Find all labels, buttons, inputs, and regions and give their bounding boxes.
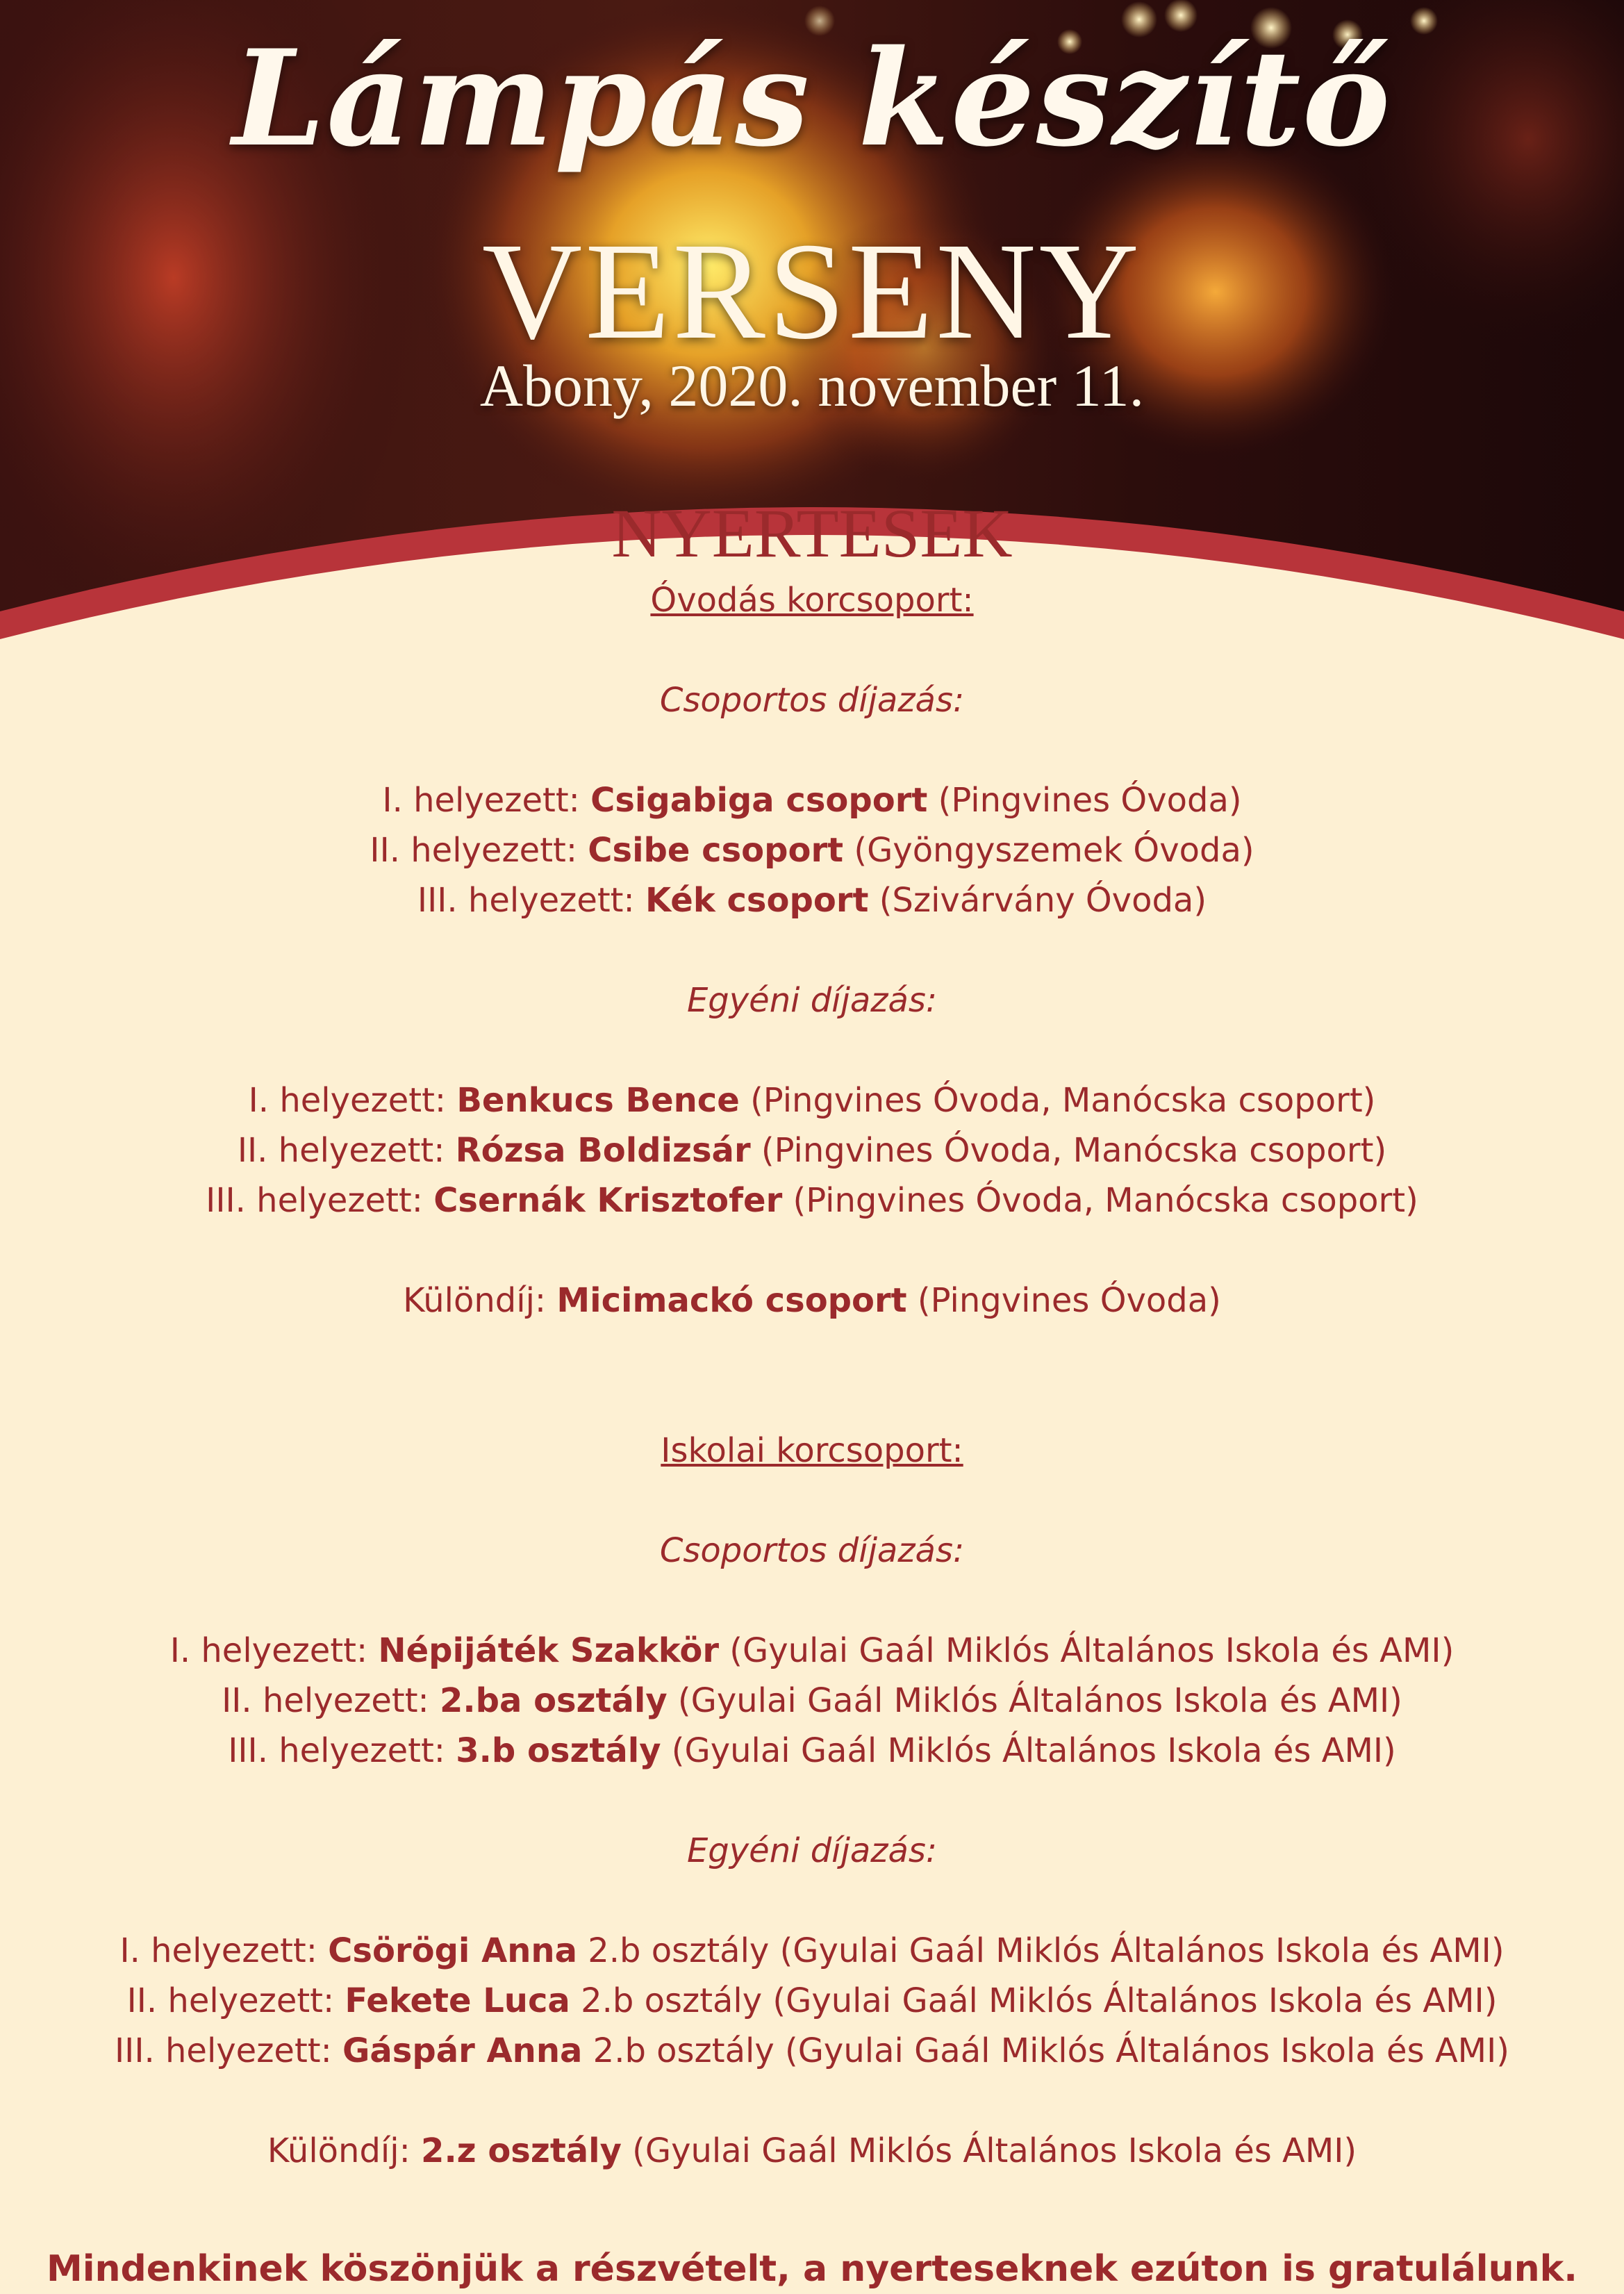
school-individual-awards-title: Egyéni díjazás: [686,1831,938,1870]
title-main: VERSENY [481,215,1143,368]
result-line: III. helyezett: Gáspár Anna 2.b osztály (Gyulai Gaál Miklós Általános Iskola és AMI) [115,2031,1509,2070]
kindergarten-individual-awards-title: Egyéni díjazás: [686,981,938,1020]
result-line: III. helyezett: Kék csoport (Szivárvány Óvoda) [417,881,1207,920]
result-line: II. helyezett: 2.ba osztály (Gyulai Gaál Miklós Általános Iskola és AMI) [222,1681,1402,1720]
winners-heading: NYERTESEK [611,495,1013,572]
results-list [0,575,1624,2294]
special-award-line: Különdíj: Micimackó csoport (Pingvines Óvoda) [403,1281,1221,1320]
result-line: II. helyezett: Csibe csoport (Gyöngyszemek Óvoda) [370,831,1254,870]
result-line: III. helyezett: 3.b osztály (Gyulai Gaál Miklós Általános Iskola és AMI) [228,1731,1396,1770]
result-line: I. helyezett: Csörögi Anna 2.b osztály (Gyulai Gaál Miklós Általános Iskola és AMI) [119,1931,1505,1970]
result-line: I. helyezett: Benkucs Bence (Pingvines Óvoda, Manócska csoport) [248,1081,1376,1120]
subtitle-date-location: Abony, 2020. november 11. [479,352,1145,419]
school-group-awards-title: Csoportos díjazás: [659,1531,965,1570]
result-line: I. helyezett: Népijáték Szakkör (Gyulai Gaál Miklós Általános Iskola és AMI) [169,1631,1455,1670]
kindergarten-section-title: Óvodás korcsoport: [650,581,974,620]
result-line: III. helyezett: Csernák Krisztofer (Pingvines Óvoda, Manócska csoport) [206,1181,1418,1220]
result-line: II. helyezett: Rózsa Boldizsár (Pingvines Óvoda, Manócska csoport) [237,1131,1387,1170]
result-line: II. helyezett: Fekete Luca 2.b osztály (Gyulai Gaál Miklós Általános Iskola és AMI) [126,1981,1498,2020]
kindergarten-group-awards-title: Csoportos díjazás: [659,681,965,720]
special-award-line: Különdíj: 2.z osztály (Gyulai Gaál Miklós Általános Iskola és AMI) [267,2131,1357,2170]
result-line: I. helyezett: Csigabiga csoport (Pingvines Óvoda) [382,781,1242,820]
title-script: Lámpás készítő [232,21,1392,176]
closing-message: Mindenkinek köszönjük a részvételt, a nyerteseknek ezúton is gratulálunk. [46,2248,1578,2290]
school-section-title: Iskolai korcsoport: [661,1431,963,1470]
